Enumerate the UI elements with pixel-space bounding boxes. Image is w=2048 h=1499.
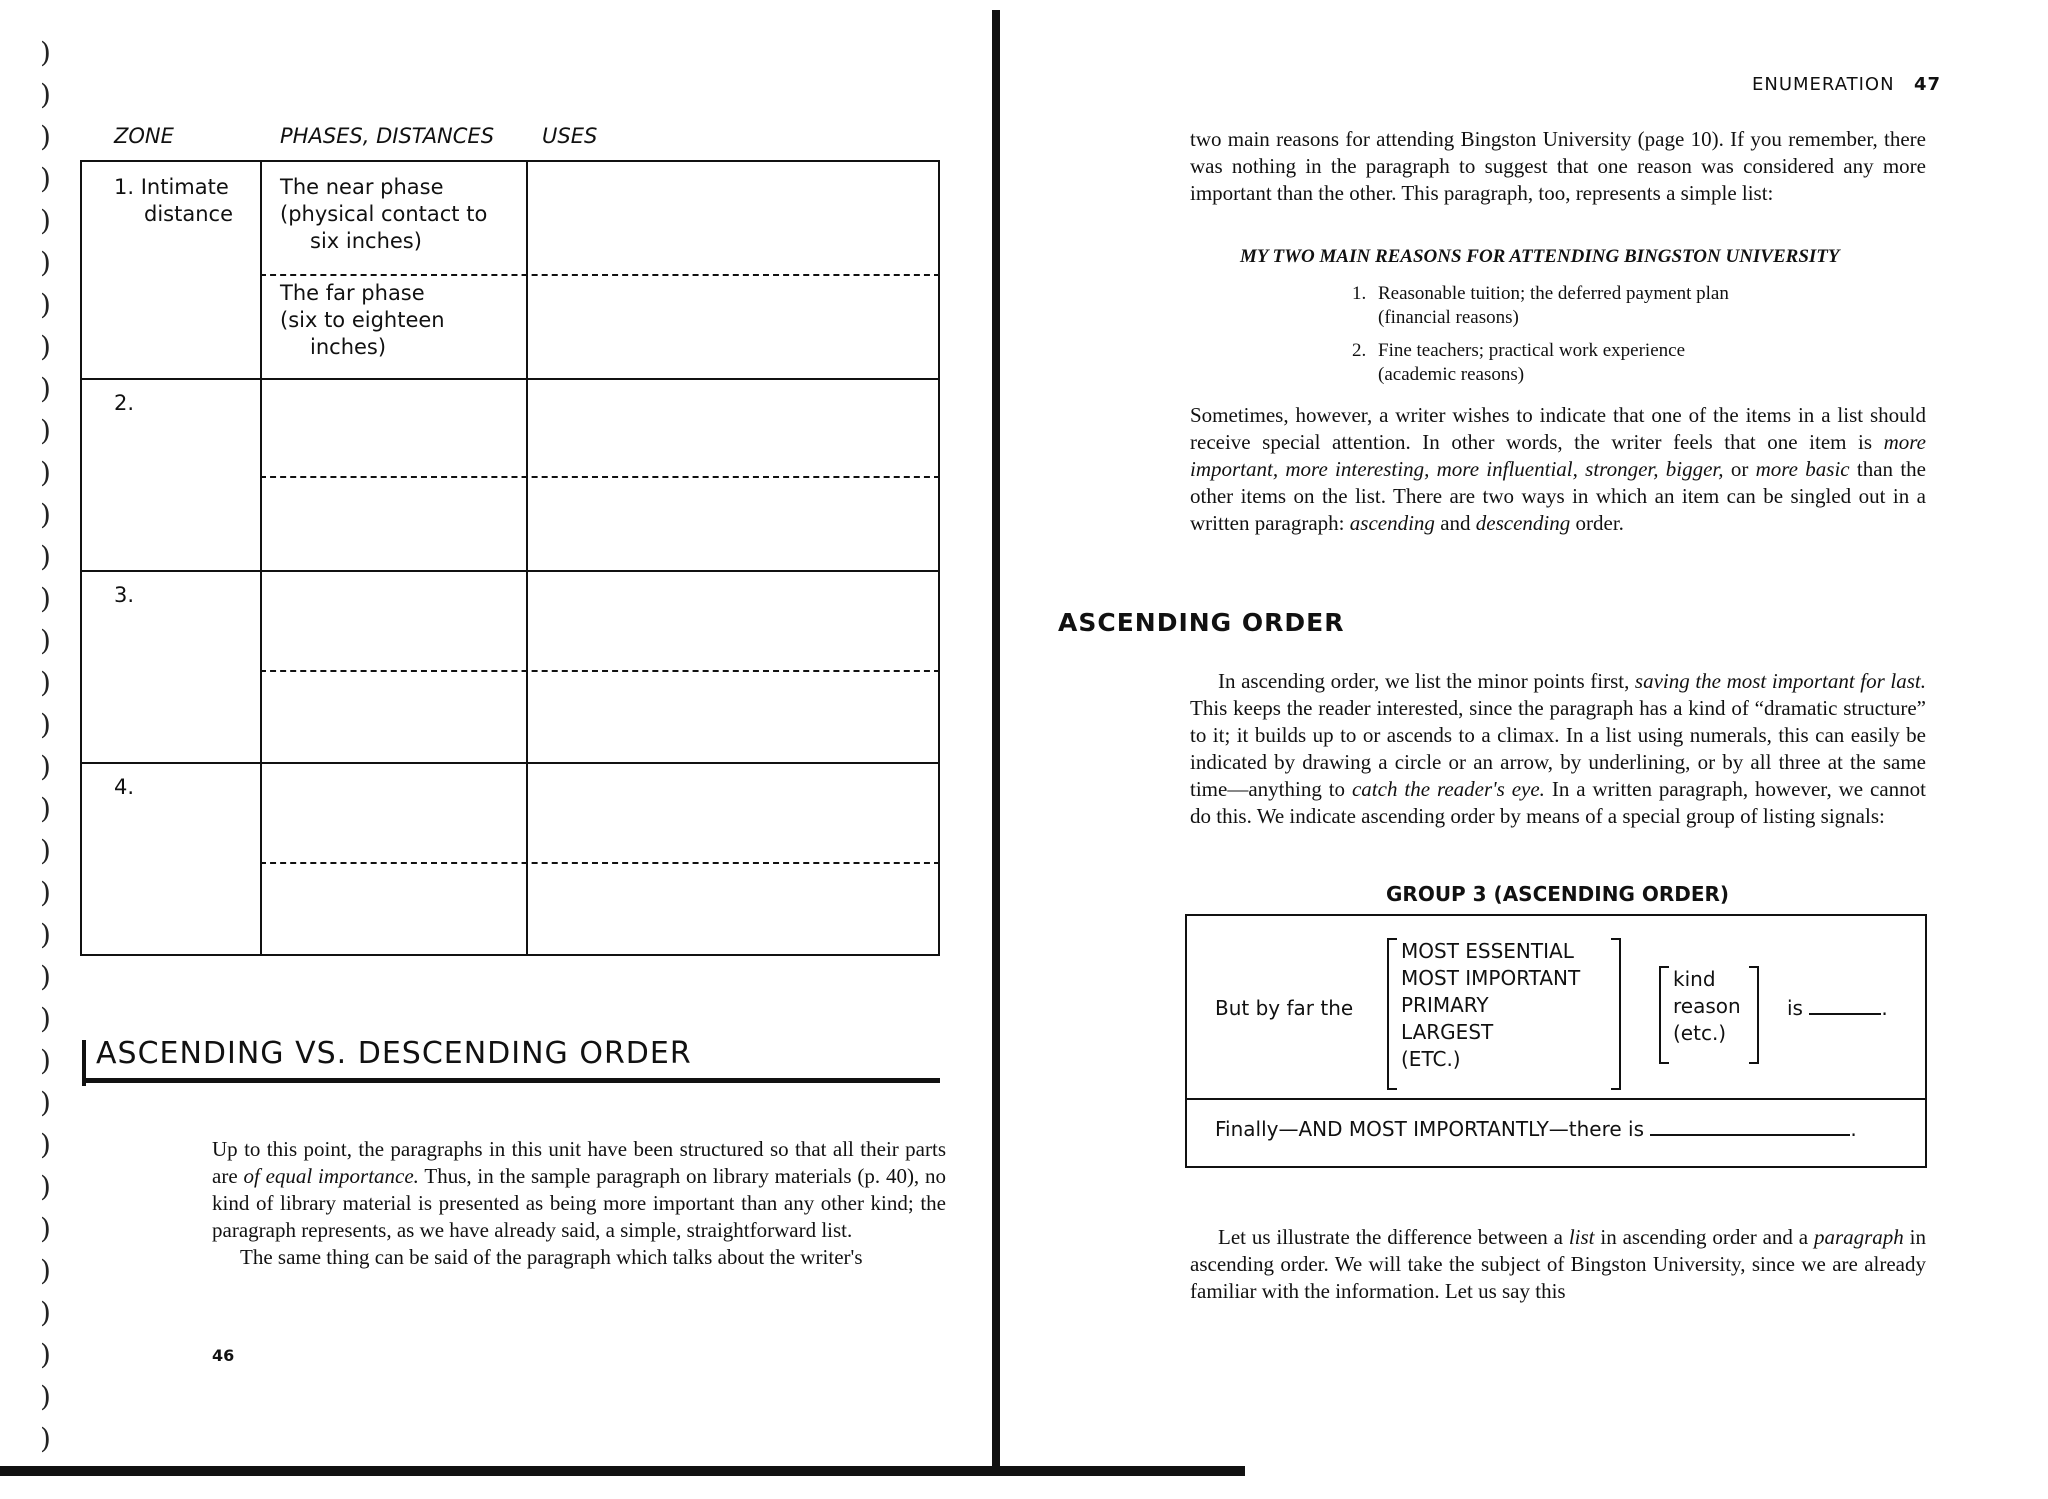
text-run: of equal importance. (243, 1164, 419, 1188)
binding-mark: ) (40, 582, 51, 615)
right-paragraph-3 (1190, 668, 1926, 830)
binding-mark: ) (40, 330, 51, 363)
right-paragraph-4 (1190, 1224, 1926, 1305)
book-spine (992, 10, 1000, 1470)
binding-mark: ) (40, 1296, 51, 1329)
binding-mark: ) (40, 792, 51, 825)
zone-table (80, 160, 940, 956)
zone-3-label: 3. (114, 583, 135, 607)
binding-mark: ) (40, 1338, 51, 1371)
row-divider (82, 378, 938, 380)
zone-1-label-cont: distance (144, 202, 233, 226)
binding-mark: ) (40, 246, 51, 279)
group-title: GROUP 3 (ASCENDING ORDER) (1386, 882, 1730, 906)
text-run: and (1434, 511, 1476, 535)
text-run: In ascending order, we list the minor points first, (1218, 669, 1635, 693)
phase-divider (260, 476, 940, 478)
adjective-4: LARGEST (1401, 1020, 1494, 1044)
far-phase-title: The far phase (280, 281, 425, 305)
row-divider (82, 762, 938, 764)
noun-2: reason (1673, 994, 1741, 1018)
binding-mark: ) (40, 204, 51, 237)
text-run: Let us illustrate the difference between a (1218, 1225, 1569, 1249)
binding-mark: ) (40, 372, 51, 405)
table-header-uses: USES (542, 124, 598, 148)
column-divider (260, 162, 262, 954)
binding-mark: ) (40, 834, 51, 867)
signal-box-divider (1187, 1098, 1925, 1100)
running-head: ENUMERATION (1752, 74, 1895, 95)
zone-2-label: 2. (114, 391, 135, 415)
left-body-text (212, 1136, 946, 1271)
text-run: than the other items on the list. There are two ways in which an item can be singled out in a written paragraph: (1190, 457, 1926, 535)
text-run: more important, more interesting, more influential, stronger, bigger, (1190, 430, 1926, 481)
signal-box (1185, 914, 1927, 1168)
noun-1: kind (1673, 967, 1716, 991)
far-phase-detail: (six to eighteen (280, 308, 445, 332)
binding-mark: ) (40, 78, 51, 111)
binding-mark: ) (40, 960, 51, 993)
text-run: Thus, in the sample paragraph on library materials (p. 40), no kind of library material is presented as being more important than any other kind; the paragraph represents, as we have already said, a simple, straightforward list. (212, 1164, 946, 1242)
near-phase-detail: (physical contact to (280, 202, 488, 226)
binding-mark: ) (40, 750, 51, 783)
binding-mark: ) (40, 456, 51, 489)
text-run: In a written paragraph, however, we cannot do this. We indicate ascending order by means of a special group of listing signals: (1190, 777, 1926, 828)
signal-verb: is . (1787, 996, 1888, 1020)
list-item-2-num: 2. (1352, 340, 1367, 361)
bracket-right (1611, 938, 1621, 1090)
binding-mark: ) (40, 498, 51, 531)
left-paragraph-2: The same thing can be said of the paragraph which talks about the writer's (240, 1245, 863, 1269)
page-bottom-edge (0, 1466, 1245, 1476)
section-title-underline (84, 1078, 940, 1083)
section-title: ASCENDING VS. DESCENDING ORDER (96, 1036, 692, 1071)
binding-mark: ) (40, 162, 51, 195)
phase-divider (260, 274, 940, 276)
column-divider (526, 162, 528, 954)
adjective-2: MOST IMPORTANT (1401, 966, 1581, 990)
text-run: This keeps the reader interested, since the paragraph has a kind of “dramatic structure” to it; it builds up to or ascends to a climax. In a list using numerals, this can easily be indicated by drawing a circle or an arrow, by underlining, or by all three at the same time—anything to (1190, 696, 1926, 801)
binding-mark: ) (40, 120, 51, 153)
ascending-order-heading: ASCENDING ORDER (1058, 608, 1345, 637)
page-number-right: 47 (1914, 74, 1942, 95)
list-item-1-num: 1. (1352, 283, 1367, 304)
binding-mark: ) (40, 708, 51, 741)
table-header-zone: ZONE (114, 124, 174, 148)
page-number-left: 46 (212, 1346, 235, 1365)
phase-divider (260, 670, 940, 672)
binding-mark: ) (40, 414, 51, 447)
list-title: MY TWO MAIN REASONS FOR ATTENDING BINGSTON UNIVERSITY (1240, 246, 1840, 267)
right-paragraph-2 (1190, 402, 1926, 537)
zone-1-label: 1. Intimate (114, 175, 229, 199)
binding-mark: ) (40, 918, 51, 951)
text-run: Up to this point, the paragraphs in this unit have been structured so that all their parts are (212, 1137, 946, 1188)
noun-3: (etc.) (1673, 1021, 1727, 1045)
binding-mark: ) (40, 1422, 51, 1455)
text-run: paragraph (1813, 1225, 1904, 1249)
bracket-left (1659, 966, 1669, 1064)
table-header-phases: PHASES, DISTANCES (280, 124, 495, 148)
text-run: descending (1475, 511, 1571, 535)
near-phase-title: The near phase (280, 175, 444, 199)
bracket-right (1749, 966, 1759, 1064)
adjective-1: MOST ESSENTIAL (1401, 939, 1574, 963)
zone-4-label: 4. (114, 775, 135, 799)
text-run: or (1723, 457, 1756, 481)
signal-verb-text: is (1787, 996, 1803, 1020)
binding-mark: ) (40, 1254, 51, 1287)
binding-mark: ) (40, 540, 51, 573)
binding-mark: ) (40, 1380, 51, 1413)
adjective-5: (ETC.) (1401, 1047, 1461, 1071)
right-paragraph-1: two main reasons for attending Bingston University (page 10). If you remember, there was nothing in the paragraph to suggest that one reason was considered any more important than the other. This paragraph, too, represents a simple list: (1190, 127, 1926, 205)
list-item-1-text: Reasonable tuition; the deferred payment plan (1378, 283, 1729, 304)
text-run: list (1568, 1225, 1595, 1249)
text-run: in ascending order. We will take the subject of Bingston University, since we are already familiar with the information. Let us say this (1190, 1225, 1926, 1303)
signal-finally-text: Finally—AND MOST IMPORTANTLY—there is (1215, 1117, 1645, 1141)
phase-divider (260, 862, 940, 864)
text-run: saving the most important for last. (1634, 669, 1926, 693)
adjective-3: PRIMARY (1401, 993, 1489, 1017)
binding-mark: ) (40, 1128, 51, 1161)
binding-mark: ) (40, 1044, 51, 1077)
binding-mark: ) (40, 624, 51, 657)
text-run: order. (1570, 511, 1624, 535)
binding-mark: ) (40, 1086, 51, 1119)
binding-mark: ) (40, 36, 51, 69)
text-run: in ascending order and a (1594, 1225, 1814, 1249)
blank-line (1809, 1013, 1881, 1015)
signal-lead: But by far the (1215, 996, 1354, 1020)
row-divider (82, 570, 938, 572)
text-run: ascending (1349, 511, 1435, 535)
list-item-1-sub: (financial reasons) (1378, 307, 1519, 328)
signal-finally: Finally—AND MOST IMPORTANTLY—there is . (1215, 1117, 1857, 1141)
bracket-left (1387, 938, 1397, 1090)
list-item-2-sub: (academic reasons) (1378, 364, 1525, 385)
left-paragraph-1 (212, 1136, 946, 1244)
text-run: catch the reader's eye. (1351, 777, 1545, 801)
binding-mark: ) (40, 876, 51, 909)
list-item-2-text: Fine teachers; practical work experience (1378, 340, 1686, 361)
near-phase-detail-cont: six inches) (310, 229, 422, 253)
binding-mark: ) (40, 288, 51, 321)
text-run: more basic (1755, 457, 1850, 481)
text-run: Sometimes, however, a writer wishes to indicate that one of the items in a list should receive special attention. In other words, the writer feels that one item is (1190, 403, 1926, 454)
binding-mark: ) (40, 666, 51, 699)
blank-line (1650, 1134, 1850, 1136)
binding-mark: ) (40, 1212, 51, 1245)
binding-mark: ) (40, 1170, 51, 1203)
far-phase-detail-cont: inches) (310, 335, 387, 359)
binding-mark: ) (40, 1002, 51, 1035)
